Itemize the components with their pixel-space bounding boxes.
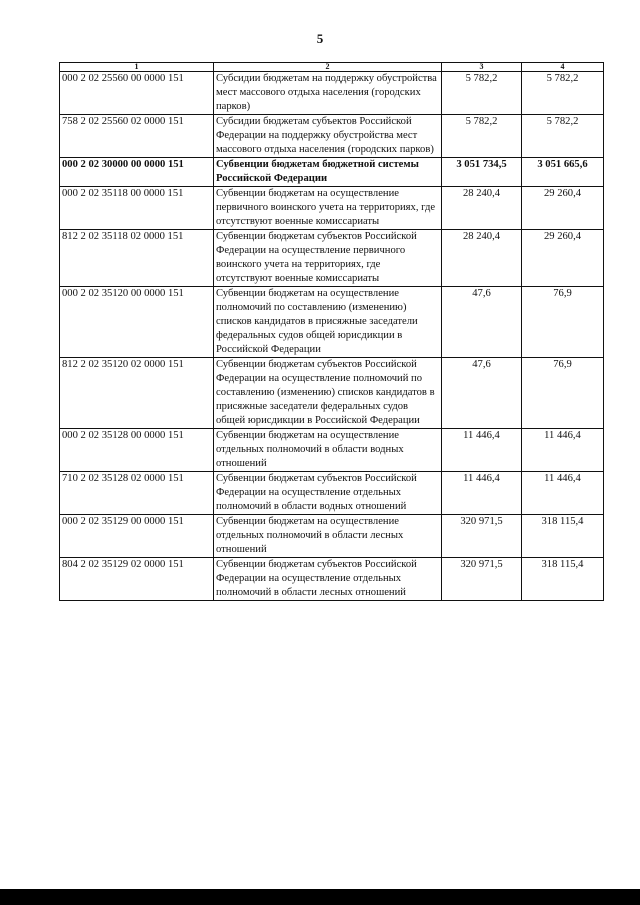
- name-cell: Субвенции бюджетам на осуществление отдельных полномочий в области лесных отношений: [214, 515, 442, 558]
- code-cell: 812 2 02 35120 02 0000 151: [60, 358, 214, 429]
- name-cell: Субвенции бюджетам бюджетной системы Российской Федерации: [214, 158, 442, 187]
- value-col4-cell: 3 051 665,6: [522, 158, 604, 187]
- table-row: [60, 515, 604, 558]
- value-col3-cell: 11 446,4: [442, 429, 522, 472]
- name-cell: Субсидии бюджетам на поддержку обустройства мест массового отдыха населения (городских парков): [214, 72, 442, 115]
- value-col4-cell: 5 782,2: [522, 72, 604, 115]
- code-cell: 000 2 02 30000 00 0000 151: [60, 158, 214, 187]
- code-cell: 804 2 02 35129 02 0000 151: [60, 558, 214, 601]
- value-col4-cell: 5 782,2: [522, 115, 604, 158]
- table-row: [60, 287, 604, 358]
- scan-bottom-border: [0, 889, 640, 905]
- name-cell: Субвенции бюджетам субъектов Российской Федерации на осуществление первичного воинского учета на территориях, где отсутствуют военные комиссариаты: [214, 230, 442, 287]
- name-cell: Субвенции бюджетам на осуществление полномочий по составлению (изменению) списков кандидатов в присяжные заседатели федеральных судов общей юрисдикции в Российской Федерации: [214, 287, 442, 358]
- value-col3-cell: 3 051 734,5: [442, 158, 522, 187]
- table-row: [60, 115, 604, 158]
- name-cell: Субвенции бюджетам субъектов Российской Федерации на осуществление полномочий по составлению (изменению) списков кандидатов в присяжные заседатели федеральных судов общей юрисдикции в Российской Федерации: [214, 358, 442, 429]
- value-col3-cell: 28 240,4: [442, 187, 522, 230]
- header-col-4: 4: [522, 63, 604, 72]
- value-col4-cell: 11 446,4: [522, 429, 604, 472]
- table-row: [60, 230, 604, 287]
- header-col-2: 2: [214, 63, 442, 72]
- code-cell: 000 2 02 35118 00 0000 151: [60, 187, 214, 230]
- value-col4-cell: 76,9: [522, 287, 604, 358]
- value-col4-cell: 29 260,4: [522, 230, 604, 287]
- value-col4-cell: 11 446,4: [522, 472, 604, 515]
- table-header-row: [60, 63, 604, 72]
- code-cell: 710 2 02 35128 02 0000 151: [60, 472, 214, 515]
- table-row: [60, 472, 604, 515]
- name-cell: Субвенции бюджетам на осуществление первичного воинского учета на территориях, где отсутствуют военные комиссариаты: [214, 187, 442, 230]
- value-col3-cell: 47,6: [442, 287, 522, 358]
- value-col3-cell: 5 782,2: [442, 115, 522, 158]
- name-cell: Субсидии бюджетам субъектов Российской Федерации на поддержку обустройства мест массового отдыха населения (городских парков): [214, 115, 442, 158]
- value-col3-cell: 320 971,5: [442, 515, 522, 558]
- budget-table: [59, 62, 604, 601]
- value-col4-cell: 318 115,4: [522, 515, 604, 558]
- code-cell: 812 2 02 35118 02 0000 151: [60, 230, 214, 287]
- table-row: [60, 187, 604, 230]
- value-col3-cell: 47,6: [442, 358, 522, 429]
- value-col4-cell: 29 260,4: [522, 187, 604, 230]
- table-row: [60, 429, 604, 472]
- table-row: [60, 558, 604, 601]
- value-col3-cell: 320 971,5: [442, 558, 522, 601]
- value-col3-cell: 11 446,4: [442, 472, 522, 515]
- name-cell: Субвенции бюджетам субъектов Российской Федерации на осуществление отдельных полномочий в области водных отношений: [214, 472, 442, 515]
- code-cell: 758 2 02 25560 02 0000 151: [60, 115, 214, 158]
- header-col-3: 3: [442, 63, 522, 72]
- value-col3-cell: 5 782,2: [442, 72, 522, 115]
- page-number: 5: [316, 31, 324, 46]
- header-col-1: 1: [60, 63, 214, 72]
- value-col4-cell: 76,9: [522, 358, 604, 429]
- value-col4-cell: 318 115,4: [522, 558, 604, 601]
- code-cell: 000 2 02 35128 00 0000 151: [60, 429, 214, 472]
- code-cell: 000 2 02 35120 00 0000 151: [60, 287, 214, 358]
- table-row: [60, 158, 604, 187]
- name-cell: Субвенции бюджетам субъектов Российской Федерации на осуществление отдельных полномочий в области лесных отношений: [214, 558, 442, 601]
- code-cell: 000 2 02 25560 00 0000 151: [60, 72, 214, 115]
- name-cell: Субвенции бюджетам на осуществление отдельных полномочий в области водных отношений: [214, 429, 442, 472]
- code-cell: 000 2 02 35129 00 0000 151: [60, 515, 214, 558]
- table-row: [60, 358, 604, 429]
- table-row: [60, 72, 604, 115]
- value-col3-cell: 28 240,4: [442, 230, 522, 287]
